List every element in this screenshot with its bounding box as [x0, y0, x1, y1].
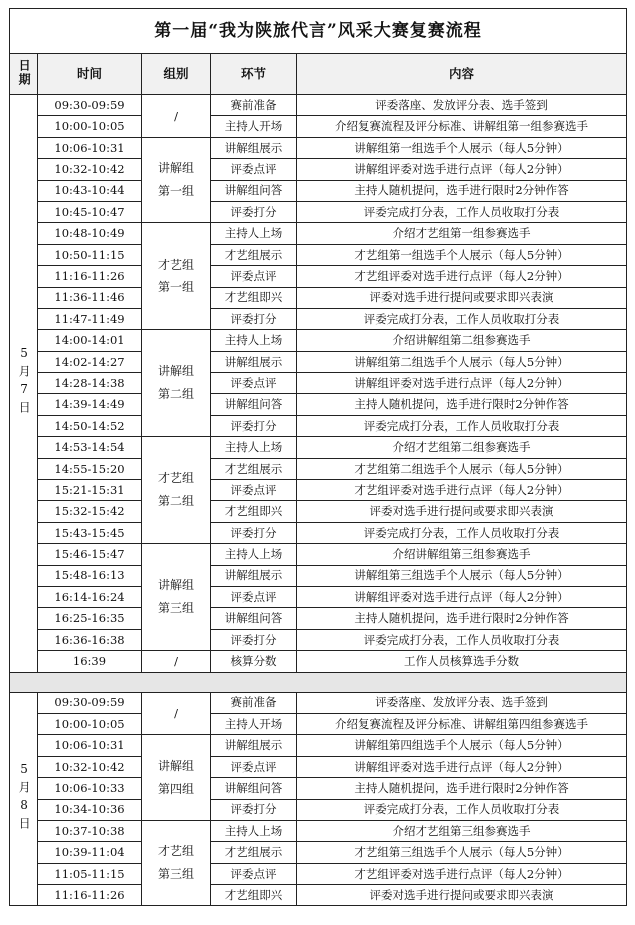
time-cell: 10:06-10:31 [38, 137, 142, 158]
content-cell: 才艺组第一组选手个人展示（每人5分钟） [297, 244, 627, 265]
table-row [10, 480, 627, 501]
content-cell: 介绍讲解组第三组参赛选手 [297, 544, 627, 565]
step-cell: 评委点评 [211, 756, 297, 777]
table-row [10, 756, 627, 777]
step-cell: 评委打分 [211, 629, 297, 650]
table-row [10, 180, 627, 201]
time-cell: 16:25-16:35 [38, 608, 142, 629]
time-cell: 14:53-14:54 [38, 437, 142, 458]
time-cell: 14:50-14:52 [38, 415, 142, 436]
content-cell: 才艺组评委对选手进行点评（每人2分钟） [297, 266, 627, 287]
header-time: 时间 [38, 54, 142, 95]
step-cell: 讲解组展示 [211, 735, 297, 756]
step-cell: 讲解组展示 [211, 565, 297, 586]
date-cell-day2: 5月8日 [10, 692, 38, 906]
day-separator [10, 672, 627, 692]
group-cell: 讲解组 第四组 [142, 735, 211, 821]
step-cell: 才艺组展示 [211, 458, 297, 479]
content-cell: 评委完成打分表，工作人员收取打分表 [297, 201, 627, 222]
table-row [10, 799, 627, 820]
time-cell: 10:34-10:36 [38, 799, 142, 820]
step-cell: 评委点评 [211, 159, 297, 180]
time-cell: 16:36-16:38 [38, 629, 142, 650]
content-cell: 评委对选手进行提问或要求即兴表演 [297, 501, 627, 522]
content-cell: 讲解组评委对选手进行点评（每人2分钟） [297, 586, 627, 607]
table-row [10, 692, 627, 713]
content-cell: 评委落座、发放评分表、选手签到 [297, 95, 627, 116]
content-cell: 评委对选手进行提问或要求即兴表演 [297, 885, 627, 906]
content-cell: 评委完成打分表，工作人员收取打分表 [297, 308, 627, 329]
step-cell: 赛前准备 [211, 692, 297, 713]
time-cell: 11:05-11:15 [38, 863, 142, 884]
table-row [10, 651, 627, 672]
table-row [10, 522, 627, 543]
step-cell: 才艺组展示 [211, 244, 297, 265]
group-cell: 才艺组 第一组 [142, 223, 211, 330]
time-cell: 10:39-11:04 [38, 842, 142, 863]
schedule-table [9, 8, 627, 906]
time-cell: 09:30-09:59 [38, 95, 142, 116]
time-cell: 15:43-15:45 [38, 522, 142, 543]
time-cell: 14:00-14:01 [38, 330, 142, 351]
time-cell: 10:00-10:05 [38, 713, 142, 734]
table-row [10, 415, 627, 436]
content-cell: 介绍才艺组第三组参赛选手 [297, 820, 627, 841]
table-row [10, 437, 627, 458]
step-cell: 核算分数 [211, 651, 297, 672]
time-cell: 14:39-14:49 [38, 394, 142, 415]
table-row [10, 629, 627, 650]
step-cell: 赛前准备 [211, 95, 297, 116]
time-cell: 09:30-09:59 [38, 692, 142, 713]
time-cell: 15:48-16:13 [38, 565, 142, 586]
content-cell: 才艺组第二组选手个人展示（每人5分钟） [297, 458, 627, 479]
step-cell: 主持人开场 [211, 713, 297, 734]
header-date: 日期 [10, 54, 38, 95]
time-cell: 10:43-10:44 [38, 180, 142, 201]
time-cell: 10:32-10:42 [38, 756, 142, 777]
step-cell: 评委打分 [211, 308, 297, 329]
step-cell: 讲解组展示 [211, 351, 297, 372]
time-cell: 15:21-15:31 [38, 480, 142, 501]
table-row [10, 885, 627, 906]
step-cell: 才艺组展示 [211, 842, 297, 863]
time-cell: 10:50-11:15 [38, 244, 142, 265]
time-cell: 11:36-11:46 [38, 287, 142, 308]
step-cell: 评委点评 [211, 586, 297, 607]
time-cell: 10:06-10:31 [38, 735, 142, 756]
table-header-row [10, 54, 627, 95]
time-cell: 10:32-10:42 [38, 159, 142, 180]
table-row [10, 713, 627, 734]
time-cell: 15:46-15:47 [38, 544, 142, 565]
table-row [10, 159, 627, 180]
step-cell: 主持人上场 [211, 223, 297, 244]
table-row [10, 223, 627, 244]
table-row [10, 287, 627, 308]
step-cell: 才艺组即兴 [211, 501, 297, 522]
group-cell: 讲解组 第一组 [142, 137, 211, 223]
content-cell: 评委完成打分表，工作人员收取打分表 [297, 629, 627, 650]
content-cell: 才艺组评委对选手进行点评（每人2分钟） [297, 863, 627, 884]
content-cell: 介绍才艺组第二组参赛选手 [297, 437, 627, 458]
table-row [10, 116, 627, 137]
time-cell: 10:48-10:49 [38, 223, 142, 244]
time-cell: 10:06-10:33 [38, 778, 142, 799]
content-cell: 主持人随机提问，选手进行限时2分钟作答 [297, 180, 627, 201]
time-cell: 16:14-16:24 [38, 586, 142, 607]
content-cell: 评委对选手进行提问或要求即兴表演 [297, 287, 627, 308]
table-row [10, 565, 627, 586]
table-row [10, 137, 627, 158]
content-cell: 介绍讲解组第二组参赛选手 [297, 330, 627, 351]
content-cell: 评委完成打分表，工作人员收取打分表 [297, 415, 627, 436]
table-row [10, 820, 627, 841]
content-cell: 介绍才艺组第一组参赛选手 [297, 223, 627, 244]
time-cell: 15:32-15:42 [38, 501, 142, 522]
time-cell: 14:55-15:20 [38, 458, 142, 479]
group-cell: 讲解组 第三组 [142, 544, 211, 651]
page-title: 第一届“我为陕旅代言”风采大赛复赛流程 [10, 9, 627, 54]
header-step: 环节 [211, 54, 297, 95]
group-cell: 讲解组 第二组 [142, 330, 211, 437]
header-group: 组别 [142, 54, 211, 95]
step-cell: 讲解组问答 [211, 180, 297, 201]
time-cell: 11:16-11:26 [38, 885, 142, 906]
content-cell: 讲解组第四组选手个人展示（每人5分钟） [297, 735, 627, 756]
group-cell: / [142, 692, 211, 735]
step-cell: 主持人上场 [211, 820, 297, 841]
content-cell: 工作人员核算选手分数 [297, 651, 627, 672]
step-cell: 评委点评 [211, 480, 297, 501]
step-cell: 评委点评 [211, 266, 297, 287]
header-content: 内容 [297, 54, 627, 95]
content-cell: 讲解组评委对选手进行点评（每人2分钟） [297, 373, 627, 394]
step-cell: 讲解组问答 [211, 394, 297, 415]
table-row [10, 373, 627, 394]
table-row [10, 308, 627, 329]
content-cell: 才艺组评委对选手进行点评（每人2分钟） [297, 480, 627, 501]
step-cell: 评委打分 [211, 799, 297, 820]
date-cell-day1: 5月7日 [10, 95, 38, 673]
step-cell: 评委点评 [211, 863, 297, 884]
content-cell: 讲解组评委对选手进行点评（每人2分钟） [297, 159, 627, 180]
content-cell: 评委完成打分表，工作人员收取打分表 [297, 522, 627, 543]
table-row [10, 330, 627, 351]
content-cell: 才艺组第三组选手个人展示（每人5分钟） [297, 842, 627, 863]
content-cell: 讲解组第二组选手个人展示（每人5分钟） [297, 351, 627, 372]
table-row [10, 586, 627, 607]
step-cell: 讲解组问答 [211, 608, 297, 629]
time-cell: 11:16-11:26 [38, 266, 142, 287]
table-row [10, 201, 627, 222]
table-row [10, 501, 627, 522]
table-row [10, 351, 627, 372]
step-cell: 主持人开场 [211, 116, 297, 137]
step-cell: 评委打分 [211, 415, 297, 436]
time-cell: 14:28-14:38 [38, 373, 142, 394]
time-cell: 10:37-10:38 [38, 820, 142, 841]
content-cell: 介绍复赛流程及评分标准、讲解组第四组参赛选手 [297, 713, 627, 734]
time-cell: 16:39 [38, 651, 142, 672]
table-row [10, 735, 627, 756]
content-cell: 讲解组第三组选手个人展示（每人5分钟） [297, 565, 627, 586]
content-cell: 主持人随机提问，选手进行限时2分钟作答 [297, 394, 627, 415]
step-cell: 评委打分 [211, 522, 297, 543]
step-cell: 主持人上场 [211, 330, 297, 351]
time-cell: 14:02-14:27 [38, 351, 142, 372]
table-row [10, 458, 627, 479]
group-cell: 才艺组 第三组 [142, 820, 211, 906]
step-cell: 主持人上场 [211, 437, 297, 458]
step-cell: 评委打分 [211, 201, 297, 222]
step-cell: 主持人上场 [211, 544, 297, 565]
time-cell: 10:45-10:47 [38, 201, 142, 222]
step-cell: 才艺组即兴 [211, 287, 297, 308]
table-row [10, 778, 627, 799]
table-row [10, 95, 627, 116]
content-cell: 主持人随机提问，选手进行限时2分钟作答 [297, 608, 627, 629]
table-row [10, 544, 627, 565]
group-cell: 才艺组 第二组 [142, 437, 211, 544]
content-cell: 主持人随机提问，选手进行限时2分钟作答 [297, 778, 627, 799]
content-cell: 评委落座、发放评分表、选手签到 [297, 692, 627, 713]
content-cell: 讲解组评委对选手进行点评（每人2分钟） [297, 756, 627, 777]
table-row [10, 394, 627, 415]
step-cell: 才艺组即兴 [211, 885, 297, 906]
step-cell: 评委点评 [211, 373, 297, 394]
time-cell: 11:47-11:49 [38, 308, 142, 329]
content-cell: 介绍复赛流程及评分标准、讲解组第一组参赛选手 [297, 116, 627, 137]
table-row [10, 244, 627, 265]
table-row [10, 842, 627, 863]
table-row [10, 863, 627, 884]
group-cell: / [142, 651, 211, 672]
step-cell: 讲解组问答 [211, 778, 297, 799]
table-row [10, 608, 627, 629]
time-cell: 10:00-10:05 [38, 116, 142, 137]
table-row [10, 266, 627, 287]
group-cell: / [142, 95, 211, 138]
content-cell: 评委完成打分表，工作人员收取打分表 [297, 799, 627, 820]
step-cell: 讲解组展示 [211, 137, 297, 158]
content-cell: 讲解组第一组选手个人展示（每人5分钟） [297, 137, 627, 158]
